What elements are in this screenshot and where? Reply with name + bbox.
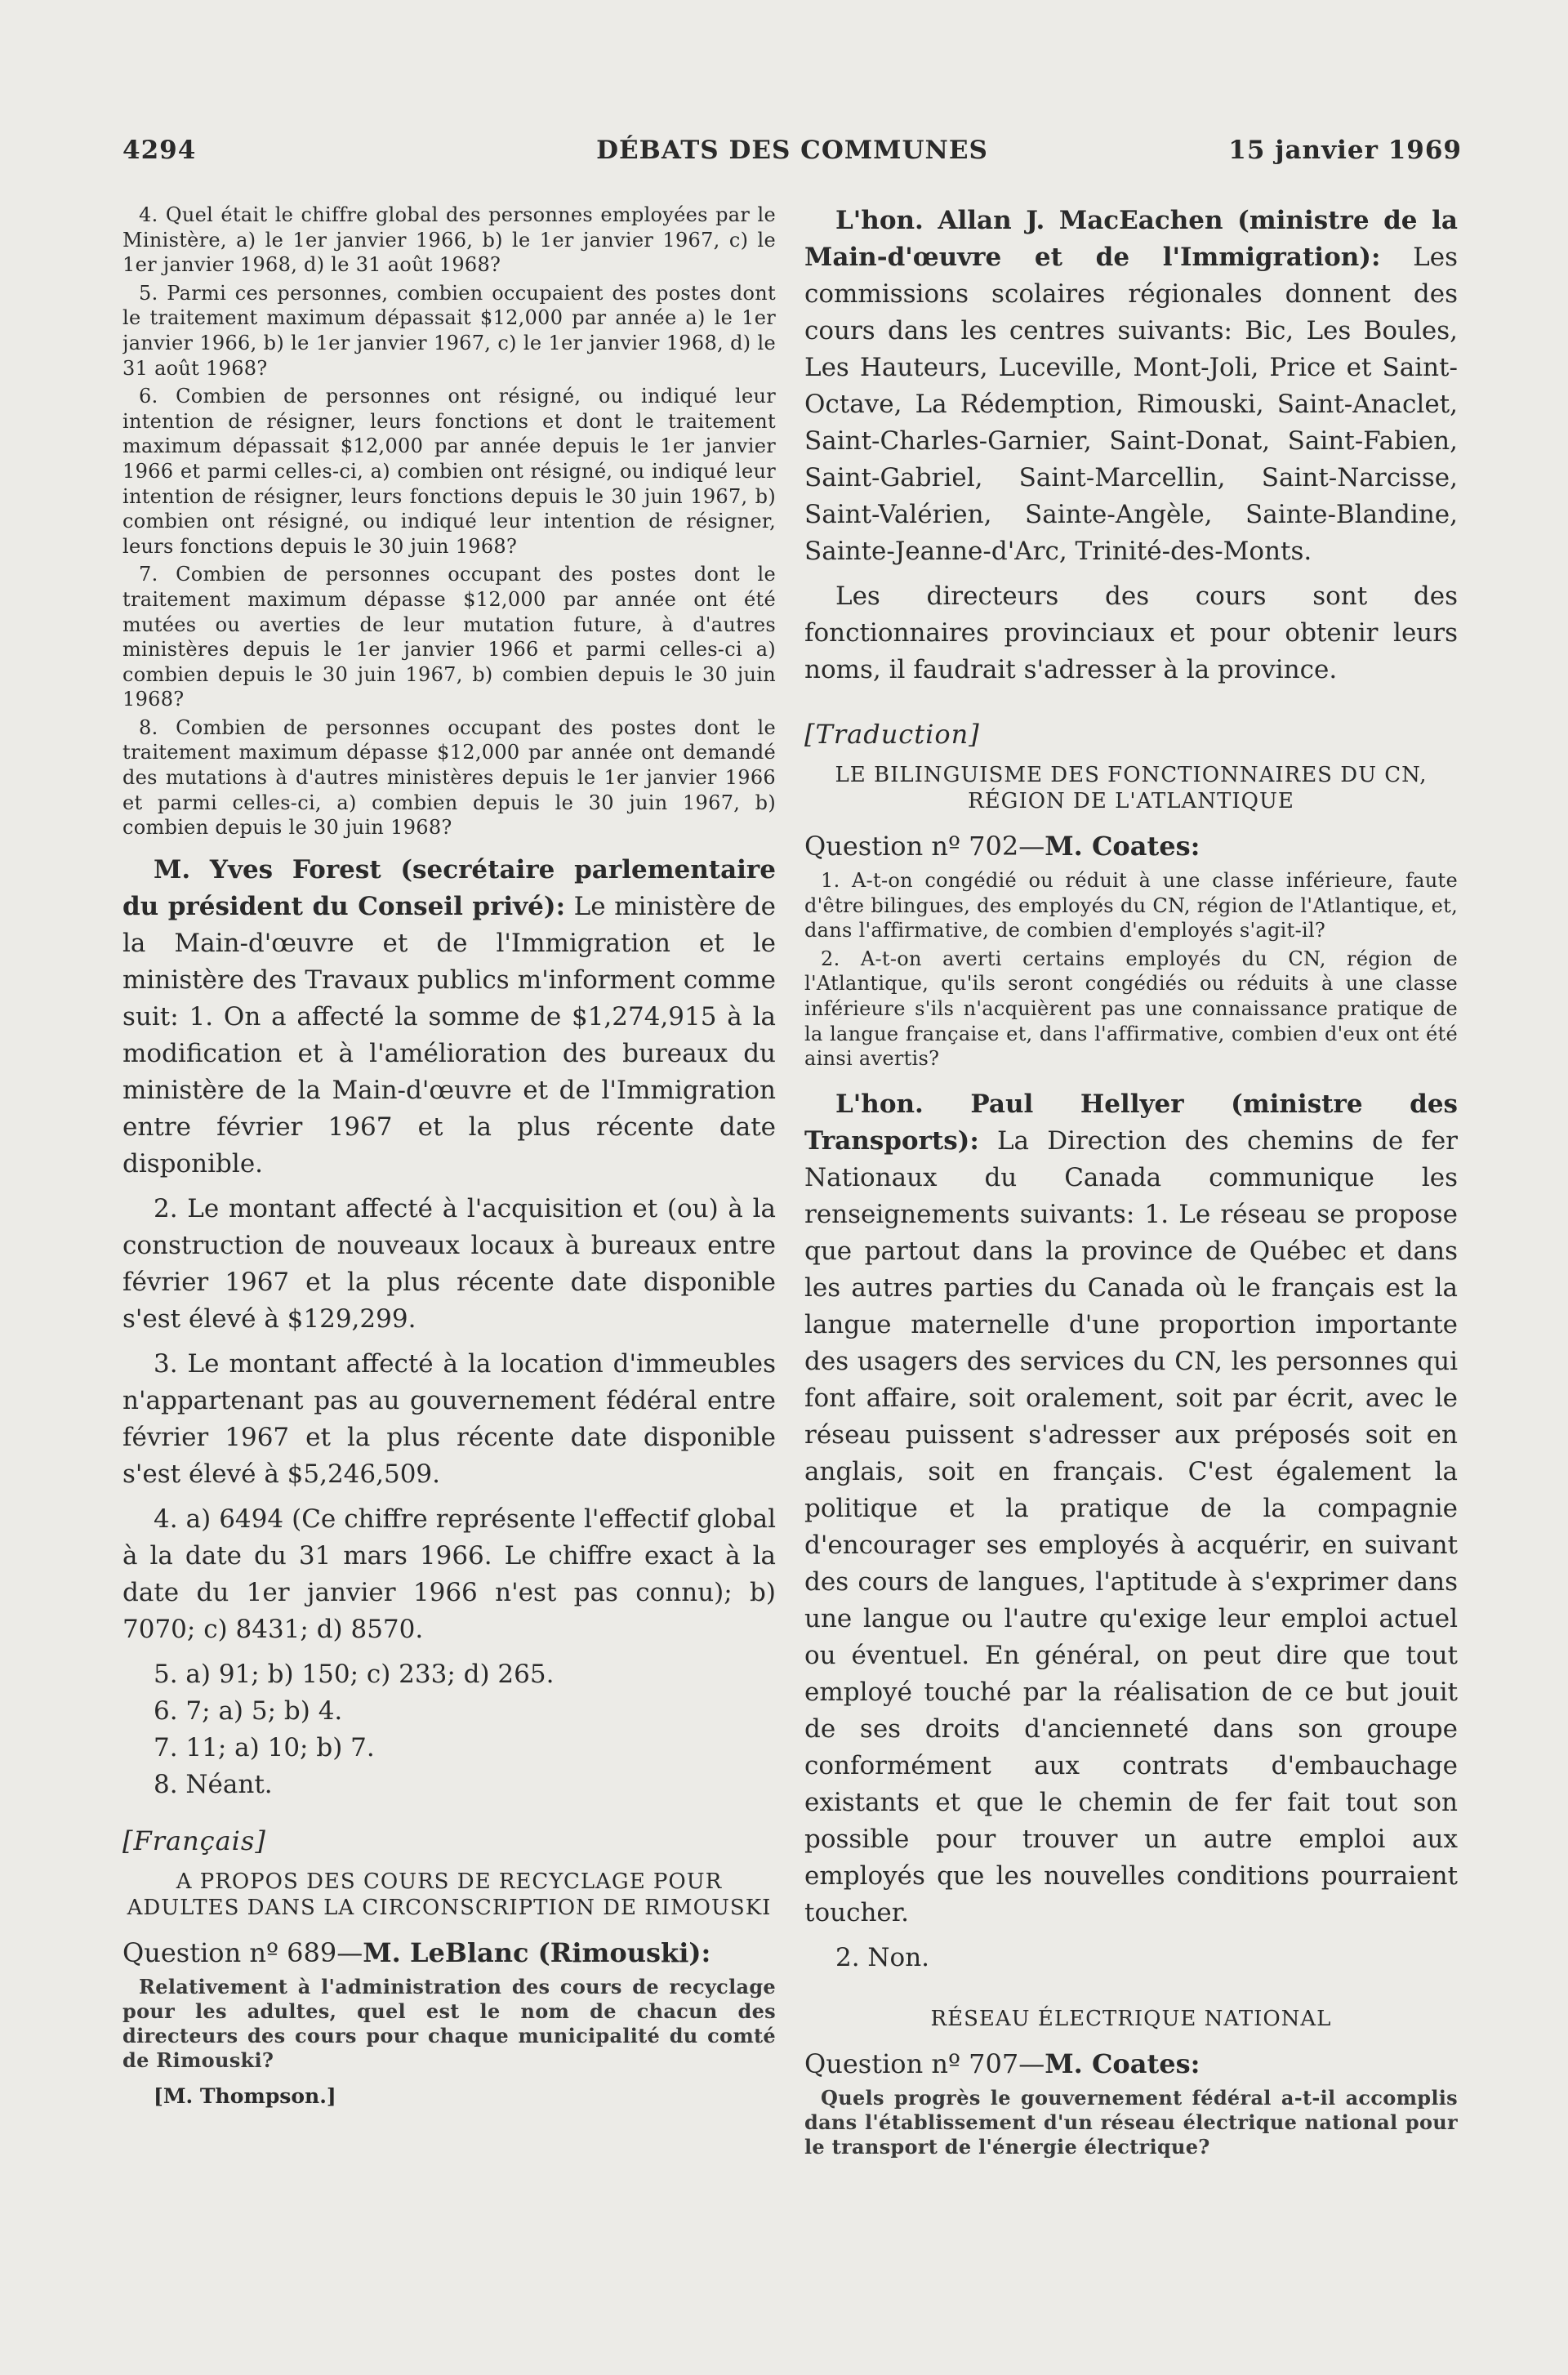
hellyer-answer-1-text: La Direction des chemins de fer Nationaux du Canada communique les renseignements suivants: 1. Le réseau se propose que partout dans la province de Québec et dans les autres parties du Canada où le français est la langue maternelle d'une proportion importante des usagers des services du CN, les personnes qui font affaire, soit oralement, soit par écrit, avec le réseau puissent s'adresser aux préposés soit en anglais, soit en français. C'est également la politique et la pratique de la compagnie d'encourager ses employés à acquérir, en suivant des cours de langues, l'aptitude à s'exprimer dans une langue ou l'autre qu'exige leur emploi actuel ou éventuel. En général, on peut dire que tout employé touché par la réalisation de ce but jouit de ses droits d'ancienneté dans son groupe conformément aux contrats d'embauchage existants et que le chemin de fer fait tout son possible pour trouver un autre emploi aux employés que les nouvelles conditions pourraient toucher. xyxy=(804,1125,1458,1927)
hellyer-answer-2: 2. Non. xyxy=(835,1942,930,1972)
forest-answer-5: 5. a) 91; b) 150; c) 233; d) 265. xyxy=(154,1659,555,1689)
forest-answer-1-text: Le ministère de la Main-d'œuvre et de l'Immigration et le ministère des Travaux publics m'informent comme suit: 1. On a affecté la somme de $1,274,915 à la modification et à l'amélioration des bureaux du ministère de la Main-d'œuvre et de l'Immigration entre février 1967 et la plus récente date disponible. xyxy=(122,891,776,1179)
forest-answer-7: 7. 11; a) 10; b) 7. xyxy=(154,1732,375,1762)
page-title: DÉBATS DES COMMUNES xyxy=(596,136,988,165)
forest-answer-2: 2. Le montant affecté à l'acquisition et (ou) à la construction de nouveaux locaux à bureaux entre février 1967 et la plus récente date disponible s'est élevé à $129,299. xyxy=(122,1193,776,1334)
hellyer-answer-1 xyxy=(804,1086,1458,1932)
question-689-text: Relativement à l'administration des cours de recyclage pour les adultes, quel est le nom de chacun des directeurs des cours pour chaque municipalité du comté de Rimouski? xyxy=(122,1974,776,2072)
question-689-label: Question nº 689— xyxy=(122,1936,363,1968)
forest-answer-8: 8. Néant. xyxy=(154,1769,273,1799)
page-number: 4294 xyxy=(122,136,197,165)
maceachen-answer-1 xyxy=(804,203,1458,570)
question-702-asker: M. Coates: xyxy=(1045,831,1200,862)
minister-thompson: [M. Thompson.] xyxy=(154,2083,336,2108)
forest-answer-3: 3. Le montant affecté à la location d'immeubles n'appartenant pas au gouvernement fédéral entre février 1967 et la plus récente date disponible s'est élevé à $5,246,509. xyxy=(122,1348,776,1489)
left-column xyxy=(122,203,776,2326)
question-689-heading xyxy=(122,1936,776,1970)
section-title-recyclage: A PROPOS DES COURS DE RECYCLAGE POUR ADULTES DANS LA CIRCONSCRIPTION DE RIMOUSKI xyxy=(127,1869,772,1920)
page-header xyxy=(122,136,1462,168)
maceachen-answer-1-text: Les commissions scolaires régionales donnent des cours dans les centres suivants: Bic, Les Boules, Les Hauteurs, Luceville, Mont-Joli, Price et Saint-Octave, La Rédemption, Rimouski, Saint-Anaclet, Saint-Charles-Garnier, Saint-Donat, Saint-Fabien, Saint-Gabriel, Saint-Marcellin, Saint-Narcisse, Saint-Valérien, Sainte-Angèle, Sainte-Blandine, Sainte-Jeanne-d'Arc, Trinité-des-Monts. xyxy=(804,243,1458,566)
question-8: 8. Combien de personnes occupant des postes dont le traitement maximum dépasse $12,000 par année ont demandé des mutations à d'autres ministères depuis le 1er janvier 1966 et parmi celles-ci, a) combien depuis le 30 juin 1967, b) combien depuis le 30 juin 1968? xyxy=(122,715,776,840)
question-707-heading xyxy=(804,2047,1458,2081)
question-702-label: Question nº 702— xyxy=(804,831,1045,862)
question-707-asker: M. Coates: xyxy=(1045,2047,1200,2079)
question-689-asker: M. LeBlanc (Rimouski): xyxy=(363,1936,711,1968)
question-707-label: Question nº 707— xyxy=(804,2047,1045,2079)
page-date: 15 janvier 1969 xyxy=(1228,136,1462,165)
forest-answer-6: 6. 7; a) 5; b) 4. xyxy=(154,1695,343,1726)
question-702-heading xyxy=(804,829,1458,863)
section-title-reseau: RÉSEAU ÉLECTRIQUE NATIONAL xyxy=(930,2006,1332,2031)
question-6: 6. Combien de personnes ont résigné, ou indiqué leur intention de résigner, leurs fonctions et dont le traitement maximum dépassait $12,000 par année depuis le 1er janvier 1966 et parmi celles-ci, a) combien ont résigné, ou indiqué leur intention de résigner, leurs fonctions depuis le 30 juin 1967, b) combien ont résigné, ou indiqué leur intention de résigner, leurs fonctions depuis le 30 juin 1968? xyxy=(122,385,776,558)
forest-answer-4: 4. a) 6494 (Ce chiffre représente l'effectif global à la date du 31 mars 1966. Le chiffre exact à la date du 1er janvier 1966 n'est pas connu); b) 7070; c) 8431; d) 8570. xyxy=(122,1504,776,1644)
section-title-bilinguisme: LE BILINGUISME DES FONCTIONNAIRES DU CN, RÉGION DE L'ATLANTIQUE xyxy=(835,763,1428,813)
question-5: 5. Parmi ces personnes, combien occupaient des postes dont le traitement maximum dépassait $12,000 par année a) le 1er janvier 1966, b) le 1er janvier 1967, c) le 1er janvier 1968, d) le 31 août 1968? xyxy=(122,281,776,380)
maceachen-answer-2: Les directeurs des cours sont des fonctionnaires provinciaux et pour obtenir leurs noms, il faudrait s'adresser à la province. xyxy=(804,581,1458,684)
question-7: 7. Combien de personnes occupant des postes dont le traitement maximum dépasse $12,000 par année ont été mutées ou averties de leur mutation future, à d'autres ministères depuis le 1er janvier 1966 et parmi celles-ci a) combien depuis le 30 juin 1967, b) combien depuis le 30 juin 1968? xyxy=(122,563,776,711)
right-column xyxy=(804,203,1458,2326)
speaker-maceachen: L'hon. Allan J. MacEachen (ministre de la Main-d'œuvre et de l'Immigration): xyxy=(804,206,1458,272)
question-4: 4. Quel était le chiffre global des personnes employées par le Ministère, a) le 1er janvier 1966, b) le 1er janvier 1967, c) le 1er janvier 1968, d) le 31 août 1968? xyxy=(122,203,776,277)
language-marker-traduction: [Traduction] xyxy=(804,719,980,750)
language-marker-francais: [Français] xyxy=(122,1825,266,1856)
speaker-hellyer: L'hon. Paul Hellyer (ministre des Transports): xyxy=(804,1089,1458,1156)
question-702-part-1: 1. A-t-on congédié ou réduit à une classe inférieure, faute d'être bilingues, des employés du CN, région de l'Atlantique, et, dans l'affirmative, de combien d'employés s'agit-il? xyxy=(804,869,1458,942)
question-702-part-2: 2. A-t-on averti certains employés du CN, région de l'Atlantique, qu'ils seront congédiés ou réduits à une classe inférieure s'ils n'acquièrent pas une connaissance pratique de la langue française et, dans l'affirmative, combien d'eux ont été ainsi avertis? xyxy=(804,947,1458,1071)
forest-answer-1 xyxy=(122,852,776,1183)
question-707-text: Quels progrès le gouvernement fédéral a-t-il accomplis dans l'établissement d'un réseau électrique national pour le transport de l'énergie électrique? xyxy=(804,2085,1458,2159)
speaker-forest: M. Yves Forest (secrétaire parlementaire du président du Conseil privé): xyxy=(122,854,776,921)
